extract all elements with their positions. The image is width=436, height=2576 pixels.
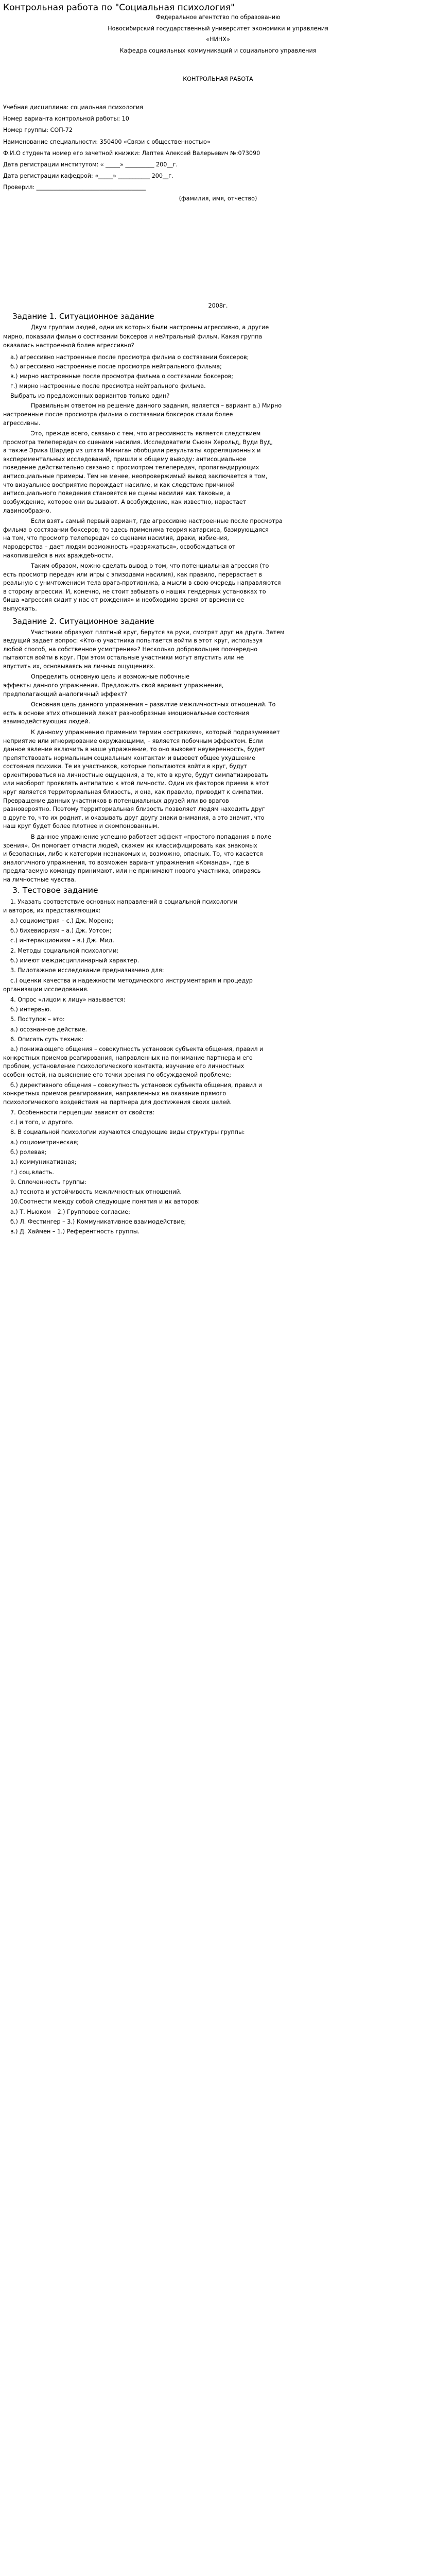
task2-line: взаимодействующих людей. xyxy=(3,718,91,725)
task3-line: б.) директивного общения – совокупность установок субъекта общения, правил и xyxy=(10,1082,263,1089)
task3-line: 8. В социальной психологии изучаются следующие виды структуры группы: xyxy=(10,1129,245,1136)
task1-line: Выбрать из предложенных вариантов только один? xyxy=(10,393,170,399)
task3-line: а.) социометрическая; xyxy=(10,1139,79,1146)
department-name: Кафедра социальных коммуникаций и социального управления xyxy=(119,47,317,54)
task1-line: агрессивны. xyxy=(3,420,41,427)
task3-line: конкретных приемов реагирования, направленных на понимание партнера и его xyxy=(3,1055,253,1061)
task1-line: антисоциального поведения становятся не сцены насилия как таковые, а xyxy=(3,490,231,497)
task3-line: с.) и того, и другого. xyxy=(10,1119,74,1126)
task1-line: г.) мирно настроенные после просмотра нейтрального фильма. xyxy=(10,383,206,389)
task1-line: в сторону агрессии. И, конечно, не стоит забывать о наших гендерных установках то xyxy=(3,588,266,595)
task2-line: данное явление включить в наше упражнение, то оно вызовет неуверенность, будет xyxy=(3,746,266,753)
task2-line: в друге то, что их роднит, и оказывать друг другу знаки внимания, а это значит, что xyxy=(3,815,265,821)
task1-line: биша «агрессия сидит у нас от рождения» и необходимо время от времени ее xyxy=(3,597,245,603)
task3-heading: 3. Тестовое задание xyxy=(12,886,98,895)
discipline: Учебная дисциплина: социальная психология xyxy=(3,104,143,111)
task1-line: б.) агрессивно настроенные после просмотра нейтрального фильма; xyxy=(10,363,222,370)
task2-line: состояния психики. Те из участников, которые попытаются войти в круг, будут xyxy=(3,763,248,770)
checker-line: Проверил: ______________________________________ xyxy=(3,184,146,191)
task3-line: конкретных приемов реагирования, направленных на оказание прямого xyxy=(3,1090,226,1097)
task2-line: круг является территориальная близость, и она, как правило, приводит к симпатии. xyxy=(3,789,264,795)
task2-line: любой способ, на собственное усмотрение»? Несколько добровольцев поочередно xyxy=(3,646,258,653)
task1-line: фильма о состязании боксеров; то здесь применима теория катарсиса, базирующаяся xyxy=(3,527,269,533)
task2-line: пытаются войти в круг. При этом остальные участники могут впустить или не xyxy=(3,654,244,661)
work-type: КОНТРОЛЬНАЯ РАБОТА xyxy=(183,76,253,82)
task1-line: лавинообразно. xyxy=(3,507,51,514)
task1-line: мирно, показали фильм о состязании боксеров и нейтральный фильм. Какая группа xyxy=(3,333,263,340)
task1-line: выпускать. xyxy=(3,605,37,612)
task3-line: а.) социометрия – с.) Дж. Морено; xyxy=(10,918,114,924)
task1-line: настроенные после просмотра фильма о состязании боксеров стали более xyxy=(3,411,233,418)
task2-line: и безопасных, либо к категории незнакомых и, возможно, опасных. То, что касается xyxy=(3,851,263,857)
speciality: Наименование специальности: 350400 «Связи с общественностью» xyxy=(3,139,211,145)
task3-line: проблем, установление психологического контакта, изучение его личностных xyxy=(3,1063,245,1070)
year: 2008г. xyxy=(208,302,228,309)
task1-line: мародерства – дает людям возможность «разряжаться», освобождаться от xyxy=(3,544,236,550)
student-info: Ф.И.О студента номер его зачетной книжки: Лаптев Алексей Валерьевич №:073090 xyxy=(3,150,260,157)
task2-line: наш круг будет более плотнее и скомпонованным. xyxy=(3,823,160,829)
task1-line: Если взять самый первый вариант, где агрессивно настроенные после просмотра xyxy=(31,518,283,524)
task2-line: ориентироваться на личностные ощущения, а те, кто в круге, будут симпатизировать xyxy=(3,772,268,778)
task1-line: Это, прежде всего, связано с тем, что агрессивность является следствием xyxy=(31,430,261,437)
task3-line: с.) оценки качества и надежности методического инструментария и процедур xyxy=(10,977,253,984)
task1-line: а также Эрика Шардер из штата Мичиган обобщили результаты корреляционных и xyxy=(3,447,261,454)
university-name: Новосибирский государственный университет экономики и управления xyxy=(108,25,328,32)
task3-line: 4. Опрос «лицом к лицу» называется: xyxy=(10,996,126,1003)
task3-line: б.) имеют междисциплинарный характер. xyxy=(10,957,139,964)
task2-line: В данное упражнение успешно работает эффект «простого попадания в поле xyxy=(31,834,271,840)
task3-line: а.) Т. Ньюком – 2.) Групповое согласие; xyxy=(10,1209,130,1215)
task1-line: в.) мирно настроенные после просмотра фильма о состязании боксеров; xyxy=(10,373,234,380)
task2-line: ведущий задает вопрос: «Кто-ю участника попытается войти в этот круг, используя xyxy=(3,637,263,644)
task3-line: г.) соц.власть. xyxy=(10,1169,54,1176)
task1-line: Двум группам людей, одни из которых были настроены агрессивно, а другие xyxy=(31,324,269,331)
institute-registration: Дата регистрации институтом: « _____» __________ 200__г. xyxy=(3,161,178,168)
task2-line: предполагающий аналогичный эффект? xyxy=(3,691,128,698)
task2-line: неприятие или игнорирование окружающими, – является побочным эффектом. Если xyxy=(3,738,263,744)
task1-line: антисоциальные примеры. Тем не менее, неопровержимый вывод заключается в том, xyxy=(3,473,268,480)
task1-line: возбуждение, которое они вызывают. А возбуждение, как известно, нарастает xyxy=(3,499,247,505)
task2-line: зрения». Он помогает отчасти людей, скажем их классифицировать как знакомых xyxy=(3,842,257,849)
task2-line: предлагаемую команду принимают, или не принимают нового участника, опираясь xyxy=(3,868,261,874)
task2-line: аналогичного упражнения, то возможен вариант упражнения «Команда», где в xyxy=(3,859,249,866)
task3-line: а.) теснота и устойчивость межличностных отношений. xyxy=(10,1189,182,1195)
task3-line: 1. Указать соответствие основных направлений в социальной психологии xyxy=(10,899,238,905)
task3-line: организации исследования. xyxy=(3,986,89,993)
document-title: Контрольная работа по "Социальная психология" xyxy=(3,3,235,13)
department-registration: Дата регистрации кафедрой: «_____» ___________ 200__г. xyxy=(3,173,173,179)
task2-line: Участники образуют плотный круг, берутся за руки, смотрят друг на друга. Затем xyxy=(31,629,285,636)
task2-line: Превращение данных участников в потенциальных друзей или во врагов xyxy=(3,798,229,804)
agency-name: Федеральное агентство по образованию xyxy=(155,14,281,21)
task2-line: на личностные чувства. xyxy=(3,876,76,883)
variant-number: Номер варианта контрольной работы: 10 xyxy=(3,115,129,122)
task3-line: 2. Методы социальной психологии: xyxy=(10,947,119,954)
task3-line: 6. Описать суть техник: xyxy=(10,1036,83,1043)
task2-line: препятствовать нормальным социальным контактам и вызовет общее ухудшение xyxy=(3,755,255,761)
task1-line: Таким образом, можно сделать вывод о том, что потенциальная агрессия (то xyxy=(31,563,269,569)
task1-line: есть просмотр передач или игры с эпизодами насилия), как правило, перерастает в xyxy=(3,571,263,578)
task3-line: в.) коммуникативная; xyxy=(10,1159,77,1165)
task3-line: 10.Соотнести между собой следующие понятия и их авторов: xyxy=(10,1198,200,1205)
task3-line: 7. Особенности перцепции зависят от свойств: xyxy=(10,1109,155,1116)
task3-line: 5. Поступок – это: xyxy=(10,1016,65,1023)
task3-line: в.) Д. Хаймен – 1.) Референтность группы. xyxy=(10,1228,140,1235)
task3-line: и авторов, их представляющих: xyxy=(3,907,101,914)
task3-line: 3. Пилотажное исследование предназначено для: xyxy=(10,967,164,974)
task2-line: эффекты данного упражнения. Предложить свой вариант упражнения, xyxy=(3,682,224,689)
task3-line: б.) ролевая; xyxy=(10,1149,47,1156)
task1-line: накопившейся в них враждебности. xyxy=(3,552,114,559)
task2-line: или наоборот проявлять антипатию к этой личности. Один из факторов приема в этот xyxy=(3,780,269,787)
task1-line: а.) агрессивно настроенные после просмотра фильма о состязании боксеров; xyxy=(10,354,249,361)
task1-heading: Задание 1. Ситуационное задание xyxy=(12,312,154,321)
checker-caption: (фамилия, имя, отчество) xyxy=(179,195,257,202)
task1-line: Правильным ответом на решение данного задания, является – вариант а.) Мирно xyxy=(31,402,282,409)
task2-line: К данному упражнению применим термин «остракизм», который подразумевает xyxy=(31,729,280,736)
task1-line: просмотра телепередач со сценами насилия. Исследователи Сьюзн Херольд, Вуди Вуд, xyxy=(3,439,273,446)
task3-line: психологического воздействия на партнера для достижения своих целей. xyxy=(3,1099,232,1106)
task3-line: 9. Сплоченность группы: xyxy=(10,1179,86,1185)
university-abbr: «НИНХ» xyxy=(206,36,230,43)
task3-line: б.) Л. Фестингер – 3.) Коммуникативное взаимодействие; xyxy=(10,1218,186,1225)
group-number: Номер группы: СОП-72 xyxy=(3,127,73,133)
task3-line: б.) бихевиоризм – а.) Дж. Уотсон; xyxy=(10,927,112,934)
task1-line: экспериментальных исследований, пришли к общему выводу: антисоциальное xyxy=(3,456,247,463)
task2-line: впустить их, основываясь на личных ощущениях. xyxy=(3,663,155,670)
task2-line: Основная цель данного упражнения – развитие межличностных отношений. То xyxy=(31,701,276,708)
task3-line: особенностей, на выяснение его точки зрения по обсуждаемой проблеме; xyxy=(3,1072,231,1078)
task1-line: что визуальное восприятие порождает насилие, и как следствие причиной xyxy=(3,482,235,488)
task2-heading: Задание 2. Ситуационное задание xyxy=(12,617,154,626)
task1-line: реальную с уничтожением тела врага-противника, а мысли в свою очередь направляются xyxy=(3,580,281,586)
task1-line: на том, что просмотр телепередач со сценами насилия, драки, избиения, xyxy=(3,535,229,541)
task3-line: а.) осознанное действие. xyxy=(10,1026,88,1033)
task2-line: равновероятно. Поэтому территориальная близость позволяет людям находить друг xyxy=(3,806,265,812)
task1-line: оказалась настроенной более агрессивно? xyxy=(3,342,134,349)
task3-line: б.) интервью. xyxy=(10,1006,51,1013)
task1-line: поведение действительно связано с просмотром телепередач, пропагандирующих xyxy=(3,464,259,471)
task3-line: с.) интеракционизм – в.) Дж. Мид. xyxy=(10,937,114,944)
task3-line: а.) понижающего общения – совокупность установок субъекта общения, правил и xyxy=(10,1046,264,1053)
task2-line: есть в основе этих отношений лежат разнообразные эмоциональные состояния xyxy=(3,710,249,717)
task2-line: Определить основную цель и возможные побочные xyxy=(31,673,189,680)
